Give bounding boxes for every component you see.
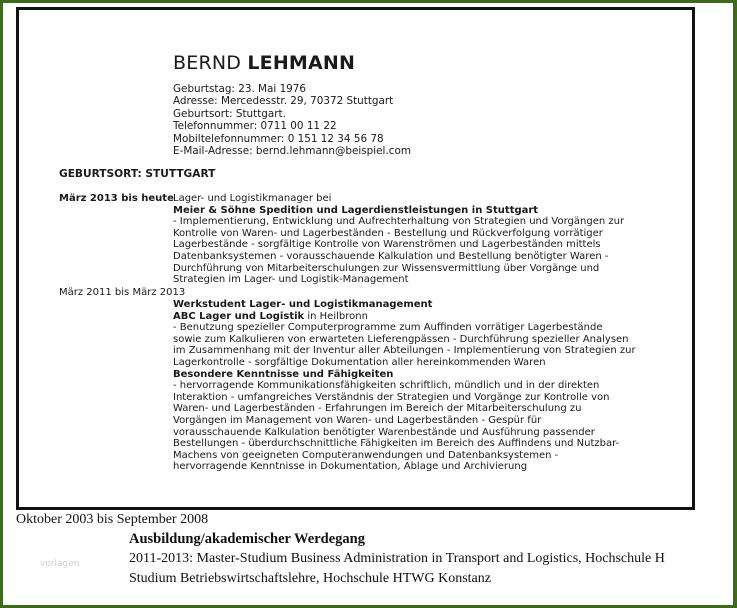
education-line: Studium Betriebswirtschaftslehre, Hochschule HTWG Konstanz [129,571,491,586]
job-2-title: Werkstudent Lager- und Logistikmanagement [173,299,433,310]
resume-sheet [16,7,695,510]
job-1-line: - Implementierung, Entwicklung und Aufrechterhaltung von Strategien und Vorgängen zur [173,216,625,228]
contact-birthplace: Geburtsort: Stuttgart. [173,107,286,120]
watermark: vorlagen [40,559,80,569]
applicant-name [173,52,355,74]
job-2-company: ABC Lager und Logistik [173,310,305,322]
job-2-line: - Benutzung spezieller Computerprogramme zum Auffinden vorrätiger Lagerbestände [173,322,603,334]
skills-line: Machens von geeigneten Computeranwendungen und Datenbanksystemen - [173,449,559,461]
job-1-line: Lagerbestände - sorgfältige Kontrolle von Warenströmen und Lagerbeständen mittels [173,239,601,251]
skills-line: - hervorragende Kommunikationsfähigkeiten schriftlich, mündlich und in der direkten [173,380,600,392]
section-heading: GEBURTSORT: STUTTGART [59,168,216,180]
job-1-title: Lager- und Logistikmanager bei [173,193,332,204]
job-1-line: Strategien im Lager- und Logistik-Management [173,274,409,286]
education-date: Oktober 2003 bis September 2008 [16,512,209,527]
skills-line: Bestellungen - überdurchschnittliche Fähigkeiten im Bereich des Auffindens und Nutzbar- [173,438,620,450]
job-1-line: Kontrolle von Waren- und Lagerbeständen - Bestellung und Rückverfolgung vorrätiger [173,227,603,239]
job-2-line: sowie zum Kalkulieren von erwarteten Lieferengpässen - Durchführung spezieller Analysen [173,333,629,345]
job-2-entry [173,299,673,473]
job-1-date: März 2013 bis heute [59,193,174,204]
contact-block [173,83,411,157]
skills-heading: Besondere Kenntnisse und Fähigkeiten [173,368,394,380]
contact-address: Adresse: Mercedesstr. 29, 70372 Stuttgart [173,95,394,108]
job-2-location: in Heilbronn [304,310,368,322]
job-1-entry [173,193,673,286]
job-1-line: Durchführung von Mitarbeiterschulungen zur Wissensvermittlung über Vorgänge und [173,262,600,274]
skills-line: Interaktion - umfangreiches Verständnis der Strategien und Vorgänge zur Kontrolle von [173,391,610,403]
skills-line: Vorgängen im Management von Waren- und Lagerbeständen - Gespür für [173,414,542,426]
job-1-line: Datenbanksystemen - vorausschauende Kalkulation und Bestellung benötigter Waren - [173,250,609,262]
contact-email: E-Mail-Adresse: bernd.lehmann@beispiel.com [173,145,411,158]
skills-line: Waren- und Lagerbeständen - Erfahrungen im Bereich der Mitarbeiterschulung zu [173,403,582,415]
contact-mobile: Mobiltelefonnummer: 0 151 12 34 56 78 [173,132,384,145]
skills-line: hervorragende Kenntnisse in Dokumentation, Ablage und Archivierung [173,461,528,473]
contact-birthday: Geburtstag: 23. Mai 1976 [173,83,307,95]
skills-line: vorausschauende Kalkulation benötigter Warenbestände und Ausführung passender [173,426,595,438]
education-line: 2011-2013: Master-Studium Business Administration in Transport and Logistics, Hochschule H [129,551,665,566]
education-heading: Ausbildung/akademischer Werdegang [129,531,365,547]
job-2-date: März 2011 bis März 2013 [59,287,186,298]
last-name: LEHMANN [247,52,356,74]
job-2-line: Lagerkontrolle - sorgfältige Dokumentation aller hereinkommenden Waren [173,356,546,368]
job-2-line: im Zusammenhang mit der Inventur aller Abteilungen - Implementierung von Strategien zur [173,345,636,357]
job-1-company: Meier & Söhne Spedition und Lagerdienstleistungen in Stuttgart [173,204,539,216]
contact-phone: Telefonnummer: 0711 00 11 22 [173,120,337,133]
first-name: BERND [173,52,248,74]
